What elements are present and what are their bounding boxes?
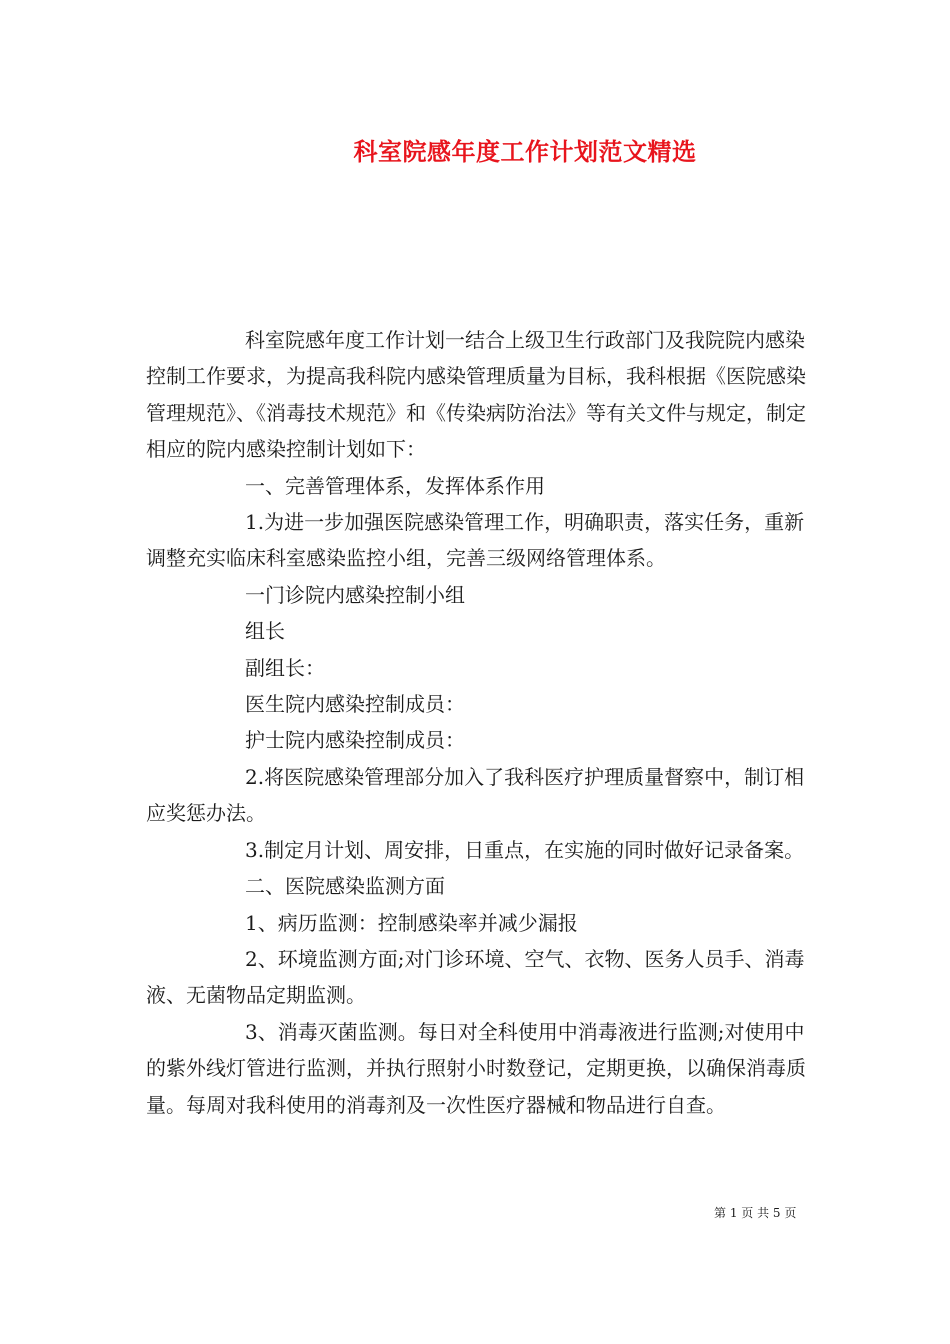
- heading-section-2: 二、医院感染监测方面: [245, 874, 445, 899]
- paragraph-monitor-1: 1、病历监测：控制感染率并减少漏报: [245, 910, 578, 935]
- paragraph-doctor-members: 医生院内感染控制成员：: [245, 692, 465, 717]
- paragraph-monitor-2: 2、环境监测方面;对门诊环境、空气、衣物、医务人员手、消毒液、无菌物品定期监测。: [146, 946, 805, 1008]
- paragraph-item-2: 2.将医院感染管理部分加入了我科医疗护理质量督察中，制订相应奖惩办法。: [146, 764, 805, 826]
- heading-section-1: 一、完善管理体系，发挥体系作用: [245, 473, 545, 498]
- paragraph-group-name: 一门诊院内感染控制小组: [245, 582, 465, 607]
- paragraph-monitor-3: 3、消毒灭菌监测。每日对全科使用中消毒液进行监测;对使用中的紫外线灯管进行监测，并执行照射小时数登记，定期更换，以确保消毒质量。每周对我科使用的消毒剂及一次性医疗器械和物品进行自查。: [146, 1019, 806, 1117]
- document-title: 科室院感年度工作计划范文精选: [353, 137, 697, 166]
- paragraph-deputy-leader: 副组长：: [245, 655, 325, 680]
- paragraph-item-3: 3.制定月计划、周安排，日重点，在实施的同时做好记录备案。: [245, 837, 805, 862]
- page-footer: 第 1 页 共 5 页: [714, 1206, 797, 1220]
- paragraph-item-1: 1.为进一步加强医院感染管理工作，明确职责，落实任务，重新调整充实临床科室感染监控小组，完善三级网络管理体系。: [146, 510, 805, 571]
- paragraph-leader: 组长: [245, 619, 285, 644]
- document-body: [146, 322, 816, 1123]
- paragraph-intro: 科室院感年度工作计划一结合上级卫生行政部门及我院院内感染控制工作要求，为提高我科院内感染管理质量为目标，我科根据《医院感染管理规范》、《消毒技术规范》和《传染病防治法》等有关文件与规定，制定相应的院内感染控制计划如下：: [146, 328, 806, 462]
- paragraph-nurse-members: 护士院内感染控制成员：: [245, 728, 465, 753]
